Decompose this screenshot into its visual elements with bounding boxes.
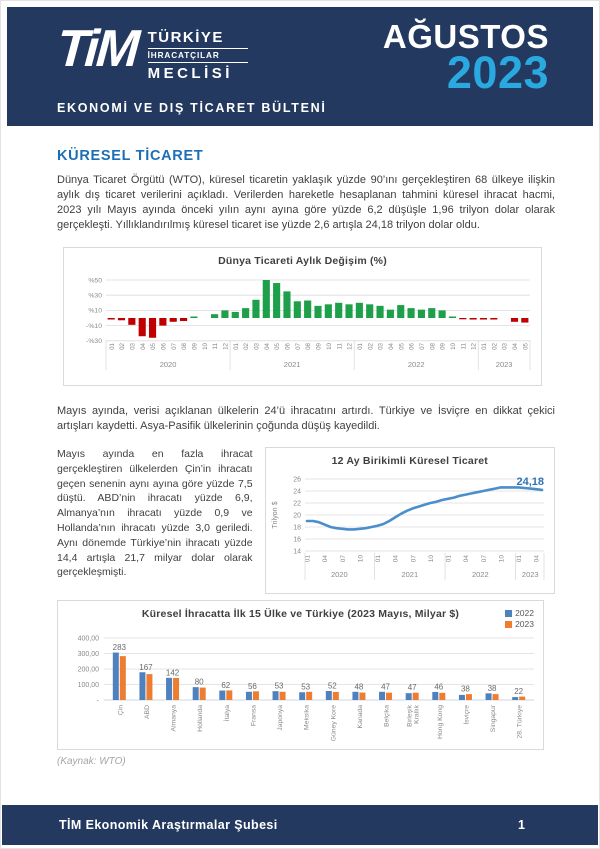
svg-text:01: 01: [375, 555, 383, 563]
svg-text:04: 04: [263, 343, 271, 350]
svg-text:Krallık: Krallık: [413, 705, 421, 724]
svg-text:20: 20: [293, 512, 302, 520]
issue-month: AĞUSTOS: [382, 18, 549, 55]
svg-text:07: 07: [418, 343, 426, 350]
svg-text:10: 10: [428, 555, 436, 563]
legend-entry-2023: [505, 619, 534, 630]
footer-page-number: 1: [518, 818, 525, 832]
svg-text:Hong Kong: Hong Kong: [436, 705, 444, 740]
svg-text:283: 283: [112, 643, 126, 653]
svg-text:08: 08: [428, 343, 436, 350]
svg-text:Almanya: Almanya: [170, 705, 178, 732]
monthly-change-chart-plot: [70, 270, 536, 376]
svg-text:04: 04: [511, 343, 519, 350]
masthead: [7, 7, 593, 126]
svg-text:08: 08: [180, 343, 188, 350]
svg-text:2021: 2021: [401, 570, 419, 579]
svg-text:10: 10: [325, 343, 333, 350]
org-line-turkiye: TÜRKİYE: [147, 29, 224, 46]
svg-text:16: 16: [293, 536, 302, 544]
top-exporters-chart-plot: [64, 622, 538, 744]
svg-text:10: 10: [357, 555, 365, 563]
svg-text:2020: 2020: [159, 360, 176, 369]
svg-text:06: 06: [408, 343, 416, 350]
bulletin-title: EKONOMİ VE DIŞ TİCARET BÜLTENİ: [57, 101, 327, 115]
svg-text:300,00: 300,00: [77, 650, 99, 658]
tim-logo-org-name: [148, 29, 248, 82]
svg-text:ABD: ABD: [143, 705, 151, 719]
org-line-meclisi: MECLİSİ: [147, 65, 233, 82]
svg-text:53: 53: [274, 681, 284, 691]
svg-text:-%10: -%10: [85, 322, 102, 330]
footer-department: TİM Ekonomik Araştırmalar Şubesi: [59, 818, 278, 832]
org-line-ihracatcilar: İHRACATÇILAR: [148, 48, 248, 63]
svg-text:04: 04: [463, 555, 471, 563]
svg-text:01: 01: [108, 343, 116, 350]
svg-text:47: 47: [407, 683, 417, 693]
issue-date: [382, 18, 549, 98]
cumulative-trade-chart: [265, 447, 555, 594]
svg-text:07: 07: [294, 343, 302, 350]
svg-text:%10: %10: [87, 307, 102, 315]
svg-text:02: 02: [118, 343, 126, 350]
svg-text:11: 11: [335, 343, 343, 350]
paragraph-country-details: Mayıs ayında en fazla ihracat gerçekleştiren ülkelerden Çin’in ihracatı geçen senenin aynı ayına göre yüzde 7,5 düştü. ABD’nin ihracatı yüzde 6,9, Almanya’nın ihracatı yüzde 0,9 ve Hollanda’nın ihracatı yüzde 3,0 geriledi. Aynı dönemde Türkiye’nin ihracatı yüzde 14,4 artışla 21,7 milyar dolar olarak gerçekleşmişti.: [57, 448, 253, 579]
svg-text:18: 18: [293, 524, 302, 532]
section-title: KÜRESEL TİCARET: [57, 148, 204, 164]
svg-text:12: 12: [346, 343, 354, 350]
svg-text:04: 04: [139, 343, 147, 350]
svg-text:2023: 2023: [495, 360, 512, 369]
svg-text:Japonya: Japonya: [276, 705, 284, 731]
svg-text:02: 02: [242, 343, 250, 350]
monthly-change-chart: [63, 247, 542, 386]
legend-swatch-2022: [505, 610, 512, 617]
svg-text:Kanada: Kanada: [356, 705, 364, 729]
svg-text:Fransa: Fransa: [249, 705, 257, 727]
svg-text:09: 09: [439, 343, 447, 350]
svg-text:62: 62: [220, 680, 230, 690]
svg-text:07: 07: [410, 555, 418, 563]
svg-text:10: 10: [201, 343, 209, 350]
top-exporters-legend: [505, 608, 534, 630]
svg-text:Singapur: Singapur: [489, 705, 497, 733]
svg-text:01: 01: [304, 555, 312, 563]
svg-text:06: 06: [284, 343, 292, 350]
svg-text:03: 03: [253, 343, 261, 350]
svg-text:Hollanda: Hollanda: [196, 705, 204, 732]
svg-text:05: 05: [149, 343, 157, 350]
legend-swatch-2023: [505, 621, 512, 628]
svg-text:46: 46: [433, 682, 443, 692]
svg-text:Trilyon $: Trilyon $: [270, 501, 280, 529]
svg-text:01: 01: [356, 343, 364, 350]
tim-logo-wordmark: TiM: [54, 20, 139, 78]
svg-text:05: 05: [521, 343, 529, 350]
svg-text:2023: 2023: [522, 570, 539, 579]
svg-text:İtalya: İtalya: [223, 705, 231, 722]
svg-text:04: 04: [387, 343, 395, 350]
svg-text:14: 14: [293, 548, 302, 556]
tim-logo: [54, 20, 248, 95]
page-content: [1, 126, 599, 767]
svg-text:400,00: 400,00: [77, 635, 99, 643]
svg-text:142: 142: [165, 668, 179, 678]
svg-text:100,00: 100,00: [77, 681, 99, 689]
monthly-change-chart-title: Dünya Ticareti Aylık Değişim (%): [218, 255, 387, 267]
svg-text:28. Türkiye: 28. Türkiye: [516, 705, 524, 739]
svg-text:22: 22: [293, 500, 302, 508]
svg-text:38: 38: [487, 683, 497, 693]
svg-text:48: 48: [353, 682, 363, 692]
svg-text:01: 01: [445, 555, 453, 563]
svg-text:200,00: 200,00: [77, 666, 99, 674]
svg-text:2022: 2022: [407, 360, 425, 369]
svg-text:İsviçre: İsviçre: [462, 705, 470, 725]
svg-text:07: 07: [170, 343, 178, 350]
top-exporters-chart: [57, 600, 544, 750]
svg-text:56: 56: [247, 681, 257, 691]
svg-text:07: 07: [340, 555, 348, 563]
svg-text:03: 03: [501, 343, 509, 350]
svg-text:04: 04: [322, 555, 330, 563]
svg-text:11: 11: [211, 343, 219, 350]
svg-text:10: 10: [498, 555, 506, 563]
masthead-top-row: [54, 18, 549, 98]
svg-text:04: 04: [534, 555, 542, 563]
svg-text:47: 47: [380, 682, 390, 692]
svg-text:Çin: Çin: [116, 705, 124, 716]
svg-text:2022: 2022: [472, 570, 489, 579]
two-column-block: [57, 447, 555, 594]
svg-text:80: 80: [194, 677, 204, 687]
svg-text:01: 01: [480, 343, 488, 350]
page-footer: [2, 805, 598, 845]
source-note: (Kaynak: WTO): [57, 756, 126, 767]
svg-text:2020: 2020: [331, 570, 348, 579]
legend-label-2023: 2023: [515, 619, 534, 629]
svg-text:03: 03: [377, 343, 385, 350]
svg-text:07: 07: [481, 555, 489, 563]
cumulative-trade-chart-plot: [267, 469, 552, 587]
svg-text:2021: 2021: [283, 360, 300, 369]
svg-text:08: 08: [304, 343, 312, 350]
paragraph-wto-summary: Dünya Ticaret Örgütü (WTO), küresel ticaretin yaklaşık yüzde 90’ını gerçekleştiren 68 ülkeye ilişkin aylık dış ticaret verilerini açıkladı. Verilerden hareketle hesaplanan tahmini küresel ihracat hacmi, 2023 yılı Mayıs ayında önceki yılın aynı ayına göre yüzde 6,2 düşüşle 1,96 trilyon dolar olarak gerçekleşti. Yıllıklandırılmış küresel ticaret ise yüzde 2,6 artışla 24,18 trilyon dolar oldu.: [57, 174, 555, 231]
issue-year: 2023: [446, 47, 549, 98]
svg-text:53: 53: [300, 682, 310, 692]
svg-text:Güney Kore: Güney Kore: [329, 705, 337, 742]
svg-text:Belçika: Belçika: [383, 705, 391, 727]
svg-text:12: 12: [470, 343, 478, 350]
cumulative-trade-chart-title: 12 Ay Birikimli Küresel Ticaret: [331, 455, 488, 467]
svg-text:-%30: -%30: [85, 338, 102, 346]
svg-text:%30: %30: [87, 292, 102, 300]
svg-text:11: 11: [459, 343, 467, 350]
svg-text:52: 52: [327, 681, 337, 691]
svg-text:12: 12: [222, 343, 230, 350]
svg-text:22: 22: [513, 687, 523, 697]
svg-text:38: 38: [460, 684, 470, 694]
svg-text:24: 24: [293, 488, 302, 496]
svg-text:01: 01: [232, 343, 240, 350]
svg-text:02: 02: [366, 343, 374, 350]
svg-text:03: 03: [128, 343, 136, 350]
svg-text:%50: %50: [87, 277, 102, 285]
svg-text:09: 09: [190, 343, 198, 350]
svg-text:24,18: 24,18: [516, 476, 545, 488]
svg-text:06: 06: [159, 343, 167, 350]
svg-text:167: 167: [138, 662, 153, 672]
top-exporters-chart-title: Küresel İhracatta İlk 15 Ülke ve Türkiye (2023 Mayıs, Milyar $): [141, 608, 460, 620]
svg-text:-: -: [96, 697, 99, 705]
svg-text:26: 26: [293, 476, 302, 484]
svg-text:10: 10: [449, 343, 457, 350]
svg-text:05: 05: [273, 343, 281, 350]
svg-text:01: 01: [516, 555, 524, 563]
svg-text:04: 04: [393, 555, 401, 563]
paragraph-may-countries: Mayıs ayında, verisi açıklanan ülkelerin 24’ü ihracatını artırdı. Türkiye ve İsviçre en dikkat çekici artışları kaydetti. Asya-Pasifik ülkelerinin çoğunda düşüş kayedildi.: [57, 405, 555, 432]
legend-entry-2022: [505, 608, 534, 619]
svg-text:Meksika: Meksika: [303, 705, 311, 730]
svg-text:05: 05: [397, 343, 405, 350]
svg-text:Birleşik: Birleşik: [406, 705, 414, 727]
svg-text:02: 02: [490, 343, 498, 350]
svg-text:09: 09: [315, 343, 323, 350]
legend-label-2022: 2022: [515, 608, 534, 618]
